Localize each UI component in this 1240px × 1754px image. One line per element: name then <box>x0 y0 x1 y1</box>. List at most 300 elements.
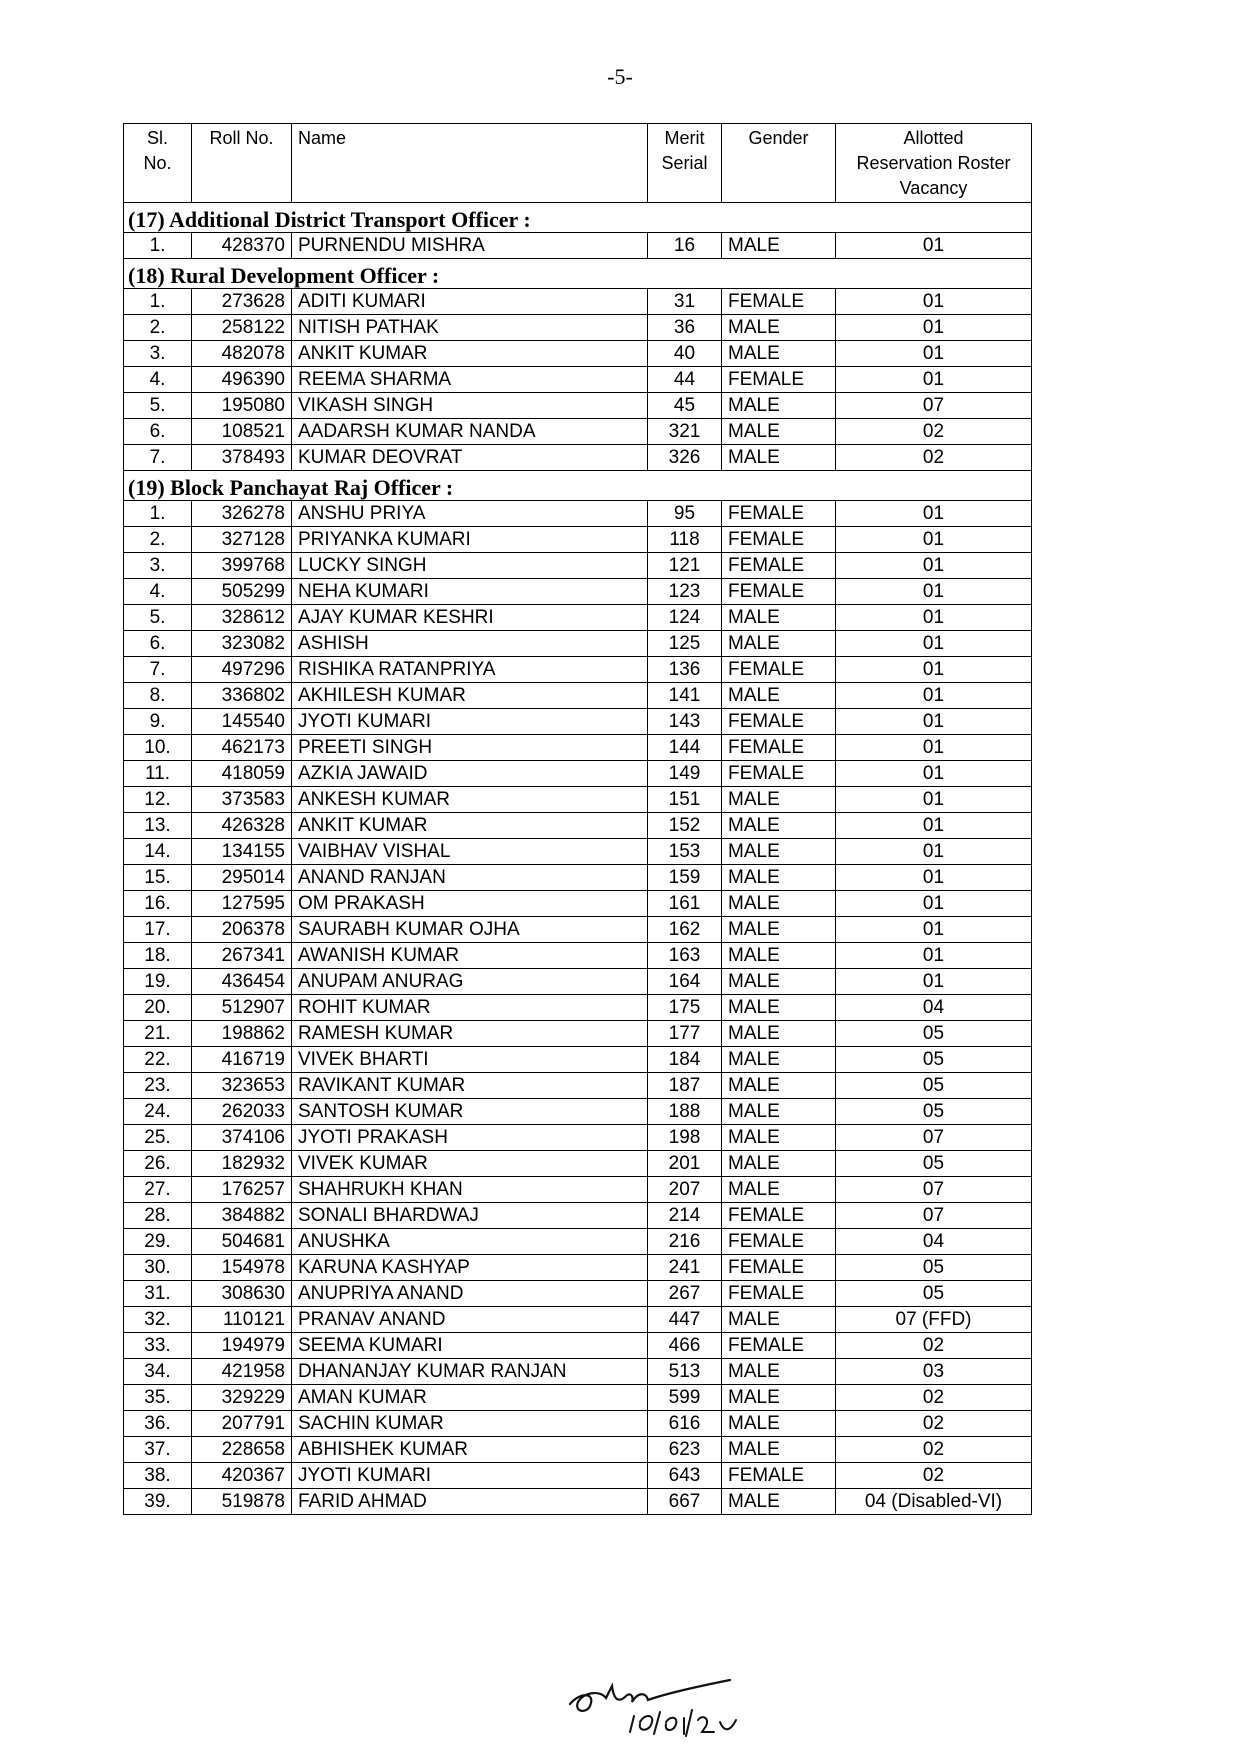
table-row <box>124 367 1032 393</box>
name-cell: AADARSH KUMAR NANDA <box>292 419 648 445</box>
roll-cell: 505299 <box>192 579 292 605</box>
name-cell: SACHIN KUMAR <box>292 1411 648 1437</box>
gender-cell: FEMALE <box>722 579 836 605</box>
roll-cell: 262033 <box>192 1099 292 1125</box>
table-row <box>124 527 1032 553</box>
vacancy-cell: 01 <box>836 787 1032 813</box>
table-row <box>124 1229 1032 1255</box>
gender-cell: FEMALE <box>722 1333 836 1359</box>
table-row <box>124 289 1032 315</box>
roll-cell: 497296 <box>192 657 292 683</box>
gender-cell: MALE <box>722 1177 836 1203</box>
vacancy-cell: 01 <box>836 289 1032 315</box>
roll-cell: 206378 <box>192 917 292 943</box>
vacancy-cell: 01 <box>836 839 1032 865</box>
vacancy-cell: 05 <box>836 1073 1032 1099</box>
gender-cell: MALE <box>722 865 836 891</box>
gender-cell: FEMALE <box>722 735 836 761</box>
merit-cell: 188 <box>648 1099 722 1125</box>
header-vacancy: Allotted Reservation Roster Vacancy <box>836 124 1032 203</box>
name-cell: ADITI KUMARI <box>292 289 648 315</box>
sl-cell: 10. <box>124 735 192 761</box>
name-cell: OM PRAKASH <box>292 891 648 917</box>
roll-cell: 512907 <box>192 995 292 1021</box>
merit-cell: 153 <box>648 839 722 865</box>
gender-cell: MALE <box>722 683 836 709</box>
name-cell: ANAND RANJAN <box>292 865 648 891</box>
gender-cell: MALE <box>722 813 836 839</box>
table-row <box>124 1073 1032 1099</box>
merit-cell: 321 <box>648 419 722 445</box>
merit-cell: 599 <box>648 1385 722 1411</box>
gender-cell: FEMALE <box>722 709 836 735</box>
name-cell: VAIBHAV VISHAL <box>292 839 648 865</box>
name-cell: SONALI BHARDWAJ <box>292 1203 648 1229</box>
vacancy-cell: 01 <box>836 813 1032 839</box>
gender-cell: FEMALE <box>722 289 836 315</box>
roll-cell: 154978 <box>192 1255 292 1281</box>
name-cell: ANKIT KUMAR <box>292 813 648 839</box>
gender-cell: FEMALE <box>722 553 836 579</box>
roll-cell: 482078 <box>192 341 292 367</box>
section-title: (17) Additional District Transport Officer : <box>124 203 1032 233</box>
sl-cell: 1. <box>124 289 192 315</box>
roll-cell: 273628 <box>192 289 292 315</box>
table-row <box>124 943 1032 969</box>
roll-cell: 496390 <box>192 367 292 393</box>
gender-cell: MALE <box>722 1385 836 1411</box>
sl-cell: 30. <box>124 1255 192 1281</box>
gender-cell: MALE <box>722 1307 836 1333</box>
vacancy-cell: 01 <box>836 233 1032 259</box>
vacancy-cell: 05 <box>836 1047 1032 1073</box>
table-header-row <box>124 124 1032 203</box>
vacancy-cell: 01 <box>836 761 1032 787</box>
table-row <box>124 1437 1032 1463</box>
roll-cell: 418059 <box>192 761 292 787</box>
table-row <box>124 1307 1032 1333</box>
table-row <box>124 341 1032 367</box>
table-row <box>124 393 1032 419</box>
merit-cell: 447 <box>648 1307 722 1333</box>
gender-cell: MALE <box>722 1073 836 1099</box>
roll-cell: 426328 <box>192 813 292 839</box>
gender-cell: MALE <box>722 943 836 969</box>
name-cell: SANTOSH KUMAR <box>292 1099 648 1125</box>
table-row <box>124 553 1032 579</box>
merit-cell: 214 <box>648 1203 722 1229</box>
gender-cell: FEMALE <box>722 761 836 787</box>
header-roll: Roll No. <box>192 124 292 203</box>
roll-cell: 308630 <box>192 1281 292 1307</box>
sl-cell: 23. <box>124 1073 192 1099</box>
vacancy-cell: 01 <box>836 943 1032 969</box>
vacancy-cell: 05 <box>836 1099 1032 1125</box>
merit-cell: 40 <box>648 341 722 367</box>
vacancy-cell: 01 <box>836 969 1032 995</box>
merit-cell: 121 <box>648 553 722 579</box>
name-cell: ANKESH KUMAR <box>292 787 648 813</box>
section-heading-row <box>124 259 1032 289</box>
sl-cell: 11. <box>124 761 192 787</box>
vacancy-cell: 01 <box>836 527 1032 553</box>
roll-cell: 323082 <box>192 631 292 657</box>
table-row <box>124 1411 1032 1437</box>
table-row <box>124 419 1032 445</box>
vacancy-cell: 03 <box>836 1359 1032 1385</box>
roll-cell: 258122 <box>192 315 292 341</box>
sl-cell: 2. <box>124 315 192 341</box>
vacancy-cell: 01 <box>836 865 1032 891</box>
roll-cell: 295014 <box>192 865 292 891</box>
merit-cell: 162 <box>648 917 722 943</box>
roll-cell: 267341 <box>192 943 292 969</box>
sl-cell: 28. <box>124 1203 192 1229</box>
sl-cell: 26. <box>124 1151 192 1177</box>
table-row <box>124 1151 1032 1177</box>
roll-cell: 421958 <box>192 1359 292 1385</box>
table-row <box>124 995 1032 1021</box>
table-row <box>124 1463 1032 1489</box>
name-cell: ANUPAM ANURAG <box>292 969 648 995</box>
merit-cell: 466 <box>648 1333 722 1359</box>
gender-cell: FEMALE <box>722 657 836 683</box>
merit-cell: 95 <box>648 501 722 527</box>
roll-cell: 436454 <box>192 969 292 995</box>
page-number: -5- <box>607 64 633 89</box>
header-merit: Merit Serial <box>648 124 722 203</box>
vacancy-cell: 04 <box>836 1229 1032 1255</box>
roll-cell: 327128 <box>192 527 292 553</box>
sl-cell: 1. <box>124 501 192 527</box>
merit-cell: 159 <box>648 865 722 891</box>
vacancy-cell: 04 <box>836 995 1032 1021</box>
section-title: (19) Block Panchayat Raj Officer : <box>124 471 1032 501</box>
vacancy-cell: 01 <box>836 367 1032 393</box>
table-row <box>124 1333 1032 1359</box>
merit-cell: 151 <box>648 787 722 813</box>
roll-cell: 328612 <box>192 605 292 631</box>
table-row <box>124 605 1032 631</box>
roll-cell: 182932 <box>192 1151 292 1177</box>
name-cell: PRIYANKA KUMARI <box>292 527 648 553</box>
sl-cell: 3. <box>124 553 192 579</box>
sl-cell: 32. <box>124 1307 192 1333</box>
merit-cell: 31 <box>648 289 722 315</box>
vacancy-cell: 07 <box>836 1125 1032 1151</box>
roll-cell: 194979 <box>192 1333 292 1359</box>
roll-cell: 207791 <box>192 1411 292 1437</box>
roll-cell: 329229 <box>192 1385 292 1411</box>
vacancy-cell: 01 <box>836 683 1032 709</box>
vacancy-cell: 01 <box>836 315 1032 341</box>
name-cell: VIKASH SINGH <box>292 393 648 419</box>
name-cell: DHANANJAY KUMAR RANJAN <box>292 1359 648 1385</box>
sl-cell: 34. <box>124 1359 192 1385</box>
gender-cell: MALE <box>722 393 836 419</box>
gender-cell: FEMALE <box>722 367 836 393</box>
name-cell: JYOTI PRAKASH <box>292 1125 648 1151</box>
table-row <box>124 1177 1032 1203</box>
roll-cell: 326278 <box>192 501 292 527</box>
vacancy-cell: 01 <box>836 709 1032 735</box>
name-cell: PURNENDU MISHRA <box>292 233 648 259</box>
section-heading-row <box>124 203 1032 233</box>
name-cell: SHAHRUKH KHAN <box>292 1177 648 1203</box>
vacancy-cell: 07 <box>836 393 1032 419</box>
table-row <box>124 631 1032 657</box>
name-cell: REEMA SHARMA <box>292 367 648 393</box>
merit-cell: 177 <box>648 1021 722 1047</box>
merit-cell: 164 <box>648 969 722 995</box>
sl-cell: 37. <box>124 1437 192 1463</box>
gender-cell: MALE <box>722 1437 836 1463</box>
vacancy-cell: 01 <box>836 501 1032 527</box>
vacancy-cell: 07 <box>836 1203 1032 1229</box>
table-row <box>124 839 1032 865</box>
vacancy-cell: 02 <box>836 1411 1032 1437</box>
section-title: (18) Rural Development Officer : <box>124 259 1032 289</box>
vacancy-cell: 07 (FFD) <box>836 1307 1032 1333</box>
gender-cell: FEMALE <box>722 1463 836 1489</box>
name-cell: ABHISHEK KUMAR <box>292 1437 648 1463</box>
table-row <box>124 1099 1032 1125</box>
sl-cell: 2. <box>124 527 192 553</box>
vacancy-cell: 04 (Disabled-VI) <box>836 1489 1032 1515</box>
name-cell: JYOTI KUMARI <box>292 709 648 735</box>
gender-cell: MALE <box>722 839 836 865</box>
sl-cell: 12. <box>124 787 192 813</box>
merit-cell: 16 <box>648 233 722 259</box>
name-cell: JYOTI KUMARI <box>292 1463 648 1489</box>
roll-cell: 416719 <box>192 1047 292 1073</box>
roll-cell: 145540 <box>192 709 292 735</box>
gender-cell: FEMALE <box>722 1203 836 1229</box>
gender-cell: MALE <box>722 917 836 943</box>
gender-cell: MALE <box>722 315 836 341</box>
sl-cell: 29. <box>124 1229 192 1255</box>
name-cell: AKHILESH KUMAR <box>292 683 648 709</box>
gender-cell: MALE <box>722 419 836 445</box>
merit-cell: 136 <box>648 657 722 683</box>
roll-cell: 374106 <box>192 1125 292 1151</box>
gender-cell: FEMALE <box>722 527 836 553</box>
merit-cell: 667 <box>648 1489 722 1515</box>
roll-cell: 384882 <box>192 1203 292 1229</box>
name-cell: AWANISH KUMAR <box>292 943 648 969</box>
gender-cell: MALE <box>722 445 836 471</box>
header-name: Name <box>292 124 648 203</box>
merit-cell: 326 <box>648 445 722 471</box>
gender-cell: MALE <box>722 995 836 1021</box>
vacancy-cell: 05 <box>836 1281 1032 1307</box>
roll-cell: 323653 <box>192 1073 292 1099</box>
sl-cell: 14. <box>124 839 192 865</box>
roll-cell: 428370 <box>192 233 292 259</box>
vacancy-cell: 02 <box>836 1437 1032 1463</box>
table-row <box>124 787 1032 813</box>
sl-cell: 17. <box>124 917 192 943</box>
merit-cell: 143 <box>648 709 722 735</box>
table-row <box>124 865 1032 891</box>
sl-cell: 36. <box>124 1411 192 1437</box>
vacancy-cell: 01 <box>836 657 1032 683</box>
vacancy-cell: 02 <box>836 1385 1032 1411</box>
gender-cell: MALE <box>722 341 836 367</box>
sl-cell: 35. <box>124 1385 192 1411</box>
merit-cell: 124 <box>648 605 722 631</box>
merit-cell: 141 <box>648 683 722 709</box>
vacancy-cell: 02 <box>836 1333 1032 1359</box>
name-cell: AMAN KUMAR <box>292 1385 648 1411</box>
table-row <box>124 709 1032 735</box>
roll-cell: 519878 <box>192 1489 292 1515</box>
table-row <box>124 579 1032 605</box>
roll-cell: 127595 <box>192 891 292 917</box>
table-row <box>124 761 1032 787</box>
name-cell: SEEMA KUMARI <box>292 1333 648 1359</box>
merit-cell: 175 <box>648 995 722 1021</box>
sl-cell: 6. <box>124 631 192 657</box>
sl-cell: 18. <box>124 943 192 969</box>
table-row <box>124 233 1032 259</box>
name-cell: PRANAV ANAND <box>292 1307 648 1333</box>
table-row <box>124 891 1032 917</box>
name-cell: KUMAR DEOVRAT <box>292 445 648 471</box>
merit-cell: 36 <box>648 315 722 341</box>
name-cell: AZKIA JAWAID <box>292 761 648 787</box>
vacancy-cell: 01 <box>836 631 1032 657</box>
table-row <box>124 917 1032 943</box>
sl-cell: 33. <box>124 1333 192 1359</box>
merit-cell: 201 <box>648 1151 722 1177</box>
roll-cell: 378493 <box>192 445 292 471</box>
sl-cell: 31. <box>124 1281 192 1307</box>
merit-cell: 184 <box>648 1047 722 1073</box>
name-cell: RAMESH KUMAR <box>292 1021 648 1047</box>
merit-cell: 161 <box>648 891 722 917</box>
vacancy-cell: 01 <box>836 917 1032 943</box>
table-row <box>124 1125 1032 1151</box>
table-row <box>124 1047 1032 1073</box>
merit-cell: 513 <box>648 1359 722 1385</box>
gender-cell: MALE <box>722 891 836 917</box>
name-cell: NEHA KUMARI <box>292 579 648 605</box>
table-body <box>124 203 1032 1515</box>
merit-cell: 623 <box>648 1437 722 1463</box>
sl-cell: 19. <box>124 969 192 995</box>
roll-cell: 336802 <box>192 683 292 709</box>
roll-cell: 420367 <box>192 1463 292 1489</box>
gender-cell: MALE <box>722 1021 836 1047</box>
gender-cell: MALE <box>722 631 836 657</box>
results-table <box>123 123 1032 1515</box>
name-cell: AJAY KUMAR KESHRI <box>292 605 648 631</box>
name-cell: ANUPRIYA ANAND <box>292 1281 648 1307</box>
name-cell: ANUSHKA <box>292 1229 648 1255</box>
roll-cell: 108521 <box>192 419 292 445</box>
merit-cell: 123 <box>648 579 722 605</box>
roll-cell: 176257 <box>192 1177 292 1203</box>
table-row <box>124 735 1032 761</box>
sl-cell: 22. <box>124 1047 192 1073</box>
sl-cell: 4. <box>124 579 192 605</box>
gender-cell: MALE <box>722 1359 836 1385</box>
gender-cell: MALE <box>722 787 836 813</box>
merit-cell: 45 <box>648 393 722 419</box>
sl-cell: 15. <box>124 865 192 891</box>
sl-cell: 7. <box>124 657 192 683</box>
table-row <box>124 657 1032 683</box>
vacancy-cell: 07 <box>836 1177 1032 1203</box>
name-cell: SAURABH KUMAR OJHA <box>292 917 648 943</box>
sl-cell: 9. <box>124 709 192 735</box>
merit-cell: 643 <box>648 1463 722 1489</box>
table-row <box>124 1489 1032 1515</box>
sl-cell: 39. <box>124 1489 192 1515</box>
merit-cell: 152 <box>648 813 722 839</box>
roll-cell: 195080 <box>192 393 292 419</box>
sl-cell: 5. <box>124 605 192 631</box>
merit-cell: 241 <box>648 1255 722 1281</box>
merit-cell: 198 <box>648 1125 722 1151</box>
handwritten-signature <box>560 1662 820 1742</box>
vacancy-cell: 01 <box>836 341 1032 367</box>
merit-cell: 125 <box>648 631 722 657</box>
table-row <box>124 445 1032 471</box>
sl-cell: 38. <box>124 1463 192 1489</box>
name-cell: PREETI SINGH <box>292 735 648 761</box>
roll-cell: 110121 <box>192 1307 292 1333</box>
table-row <box>124 1021 1032 1047</box>
sl-cell: 1. <box>124 233 192 259</box>
name-cell: RISHIKA RATANPRIYA <box>292 657 648 683</box>
roll-cell: 134155 <box>192 839 292 865</box>
sl-cell: 3. <box>124 341 192 367</box>
roll-cell: 399768 <box>192 553 292 579</box>
section-heading-row <box>124 471 1032 501</box>
vacancy-cell: 05 <box>836 1255 1032 1281</box>
roll-cell: 462173 <box>192 735 292 761</box>
gender-cell: FEMALE <box>722 1281 836 1307</box>
name-cell: ANKIT KUMAR <box>292 341 648 367</box>
gender-cell: MALE <box>722 1489 836 1515</box>
gender-cell: FEMALE <box>722 1229 836 1255</box>
gender-cell: MALE <box>722 605 836 631</box>
merit-cell: 616 <box>648 1411 722 1437</box>
gender-cell: MALE <box>722 969 836 995</box>
vacancy-cell: 02 <box>836 445 1032 471</box>
merit-cell: 267 <box>648 1281 722 1307</box>
table-row <box>124 1281 1032 1307</box>
roll-cell: 373583 <box>192 787 292 813</box>
name-cell: ASHISH <box>292 631 648 657</box>
merit-cell: 216 <box>648 1229 722 1255</box>
merit-cell: 187 <box>648 1073 722 1099</box>
vacancy-cell: 05 <box>836 1151 1032 1177</box>
vacancy-cell: 01 <box>836 735 1032 761</box>
sl-cell: 5. <box>124 393 192 419</box>
gender-cell: MALE <box>722 1151 836 1177</box>
merit-cell: 144 <box>648 735 722 761</box>
gender-cell: MALE <box>722 233 836 259</box>
name-cell: NITISH PATHAK <box>292 315 648 341</box>
vacancy-cell: 01 <box>836 553 1032 579</box>
table-row <box>124 1359 1032 1385</box>
sl-cell: 6. <box>124 419 192 445</box>
vacancy-cell: 02 <box>836 1463 1032 1489</box>
sl-cell: 13. <box>124 813 192 839</box>
